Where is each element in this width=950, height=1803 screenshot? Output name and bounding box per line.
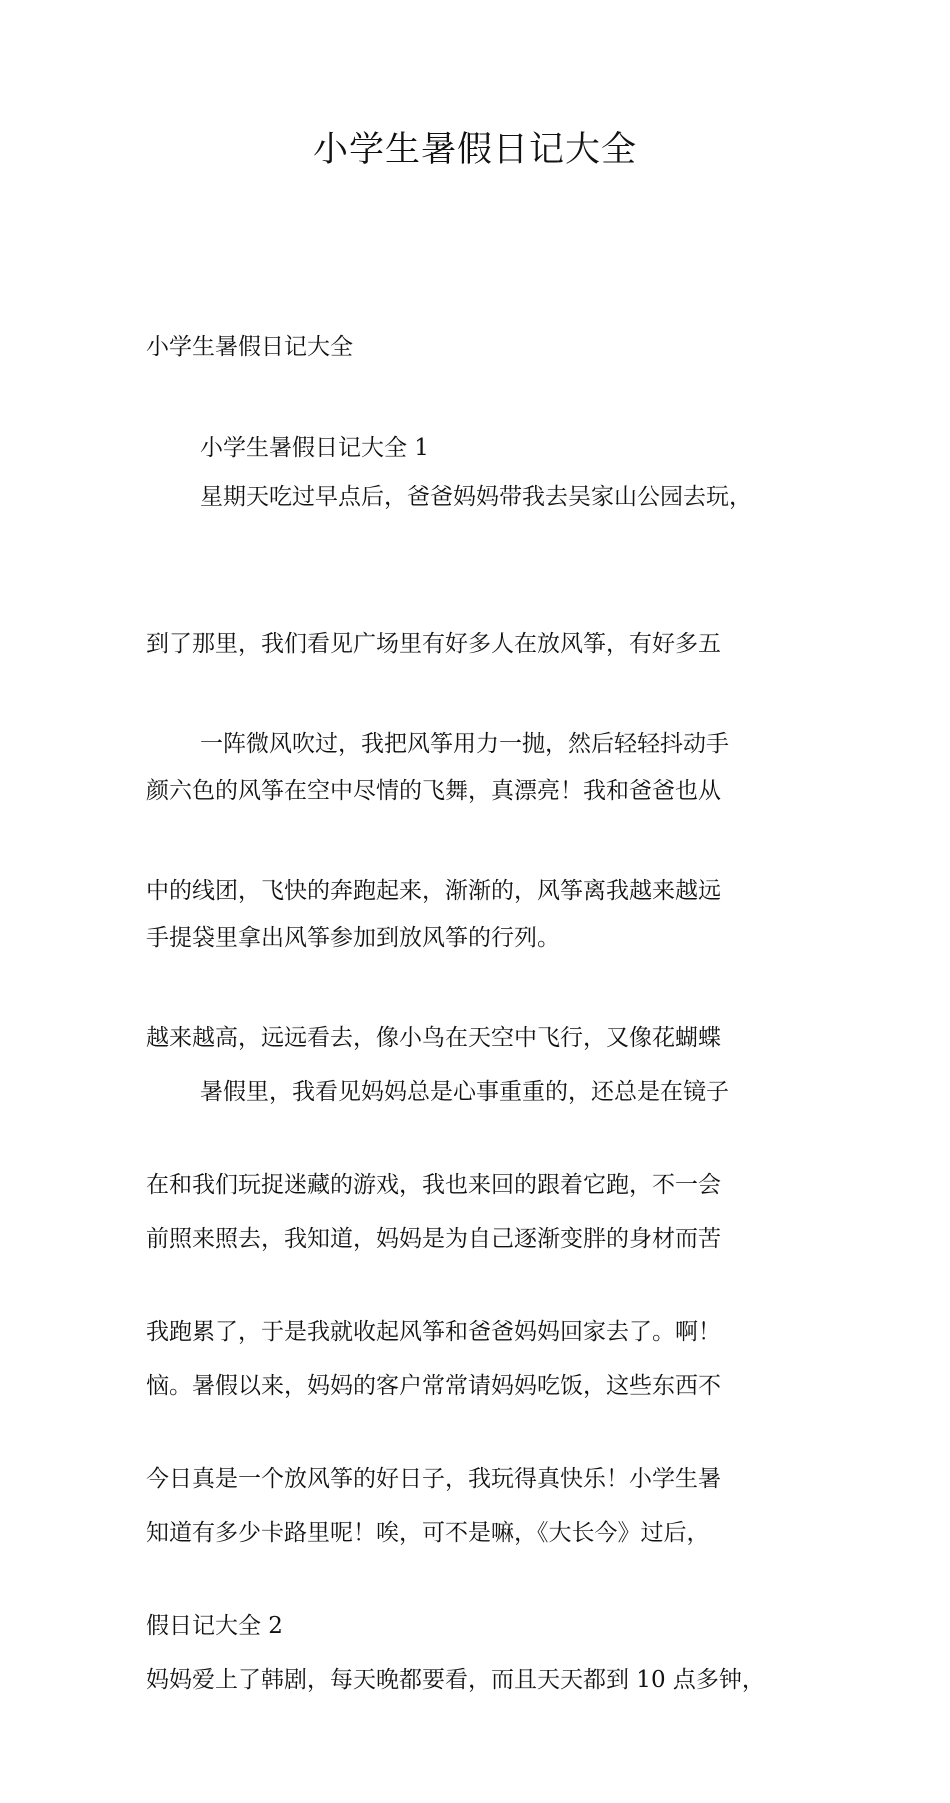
paragraph-line: 在和我们玩捉迷藏的游戏，我也来回的跟着它跑，不一会 [146, 1172, 721, 1198]
paragraph-line: 知道有多少卡路里呢！唉，可不是嘛，《大长今》过后， [146, 1520, 710, 1546]
subtitle-line: 小学生暑假日记大全 [146, 334, 353, 360]
document-title: 小学生暑假日记大全 [312, 130, 637, 170]
paragraph-line: 颜六色的风筝在空中尽情的飞舞，真漂亮！我和爸爸也从 [146, 778, 721, 804]
paragraph-line: 星期天吃过早点后，爸爸妈妈带我去吴家山公园去玩， [200, 484, 752, 510]
paragraph-line: 到了那里，我们看见广场里有好多人在放风筝，有好多五 [146, 631, 721, 657]
paragraph-line: 中的线团，飞快的奔跑起来，渐渐的，风筝离我越来越远 [146, 878, 721, 904]
paragraph-line: 一阵微风吹过，我把风筝用力一抛，然后轻轻抖动手 [200, 731, 729, 757]
section-heading-line: 小学生暑假日记大全 1 [200, 435, 429, 461]
paragraph-line: 妈妈爱上了韩剧，每天晚都要看，而且天天都到 10 点多钟， [146, 1667, 765, 1693]
paragraph-line: 假日记大全 2 [146, 1613, 283, 1639]
paragraph-line: 越来越高，远远看去，像小鸟在天空中飞行，又像花蝴蝶 [146, 1025, 721, 1051]
paragraph-line: 前照来照去，我知道，妈妈是为自己逐渐变胖的身材而苦 [146, 1226, 721, 1252]
paragraph-line: 恼。暑假以来，妈妈的客户常常请妈妈吃饭，这些东西不 [146, 1373, 721, 1399]
paragraph-3 [146, 970, 821, 1803]
paragraph-line: 暑假里，我看见妈妈总是心事重重的，还总是在镜子 [200, 1079, 729, 1105]
paragraph-line: 今日真是一个放风筝的好日子，我玩得真快乐！小学生暑 [146, 1466, 721, 1492]
paragraph-line: 我跑累了，于是我就收起风筝和爸爸妈妈回家去了。啊！ [146, 1319, 721, 1345]
paragraph-line: 手提袋里拿出风筝参加到放风筝的行列。 [146, 925, 560, 951]
